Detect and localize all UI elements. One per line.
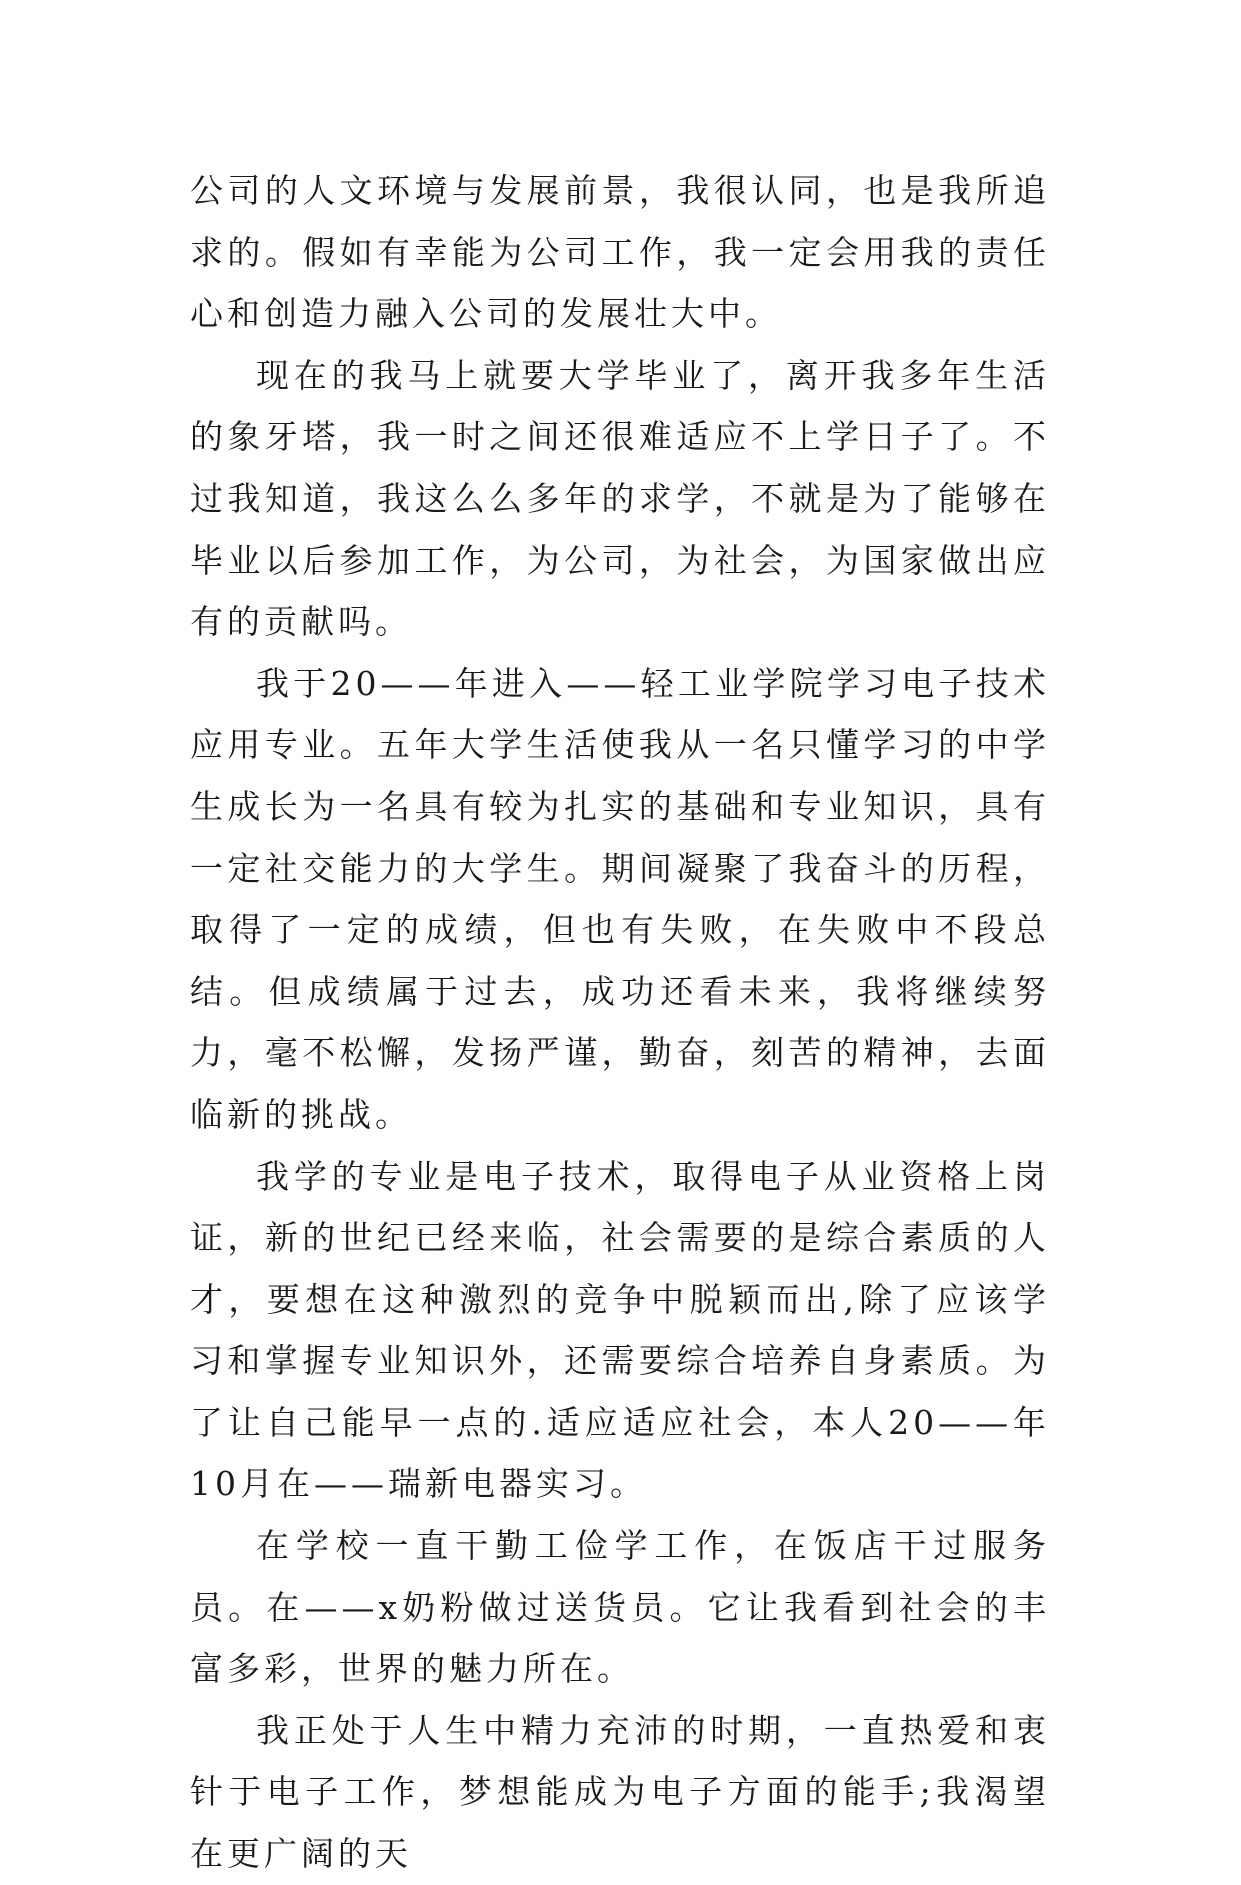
paragraph-graduation: 现在的我马上就要大学毕业了，离开我多年生活的象牙塔，我一时之间还很难适应不上学日子了。不过我知道，我这么么多年的求学，不就是为了能够在毕业以后参加工作，为公司，为社会，为国家做出应有的贡献吗。 — [190, 355, 1050, 642]
paragraph-major: 我学的专业是电子技术，取得电子从业资格上岗证，新的世纪已经来临，社会需要的是综合素质的人才，要想在这种激烈的竞争中脱颖而出,除了应该学习和掌握专业知识外，还需要综合培养自身素质。为了让自己能早一点的.适应适应社会，本人20——年10月在——瑞新电器实习。 — [190, 1156, 1050, 1504]
document-page — [190, 160, 1050, 1885]
paragraph-aspiration: 我正处于人生中精力充沛的时期，一直热爱和衷针于电子工作，梦想能成为电子方面的能手;我渴望在更广阔的天 — [190, 1710, 1050, 1874]
paragraph-company-culture: 公司的人文环境与发展前景，我很认同，也是我所追求的。假如有幸能为公司工作，我一定会用我的责任心和创造力融入公司的发展壮大中。 — [190, 171, 1050, 334]
paragraph-education: 我于20——年进入——轻工业学院学习电子技术应用专业。五年大学生活使我从一名只懂学习的中学生成长为一名具有较为扎实的基础和专业知识，具有一定社交能力的大学生。期间凝聚了我奋斗的历程，取得了一定的成绩，但也有失败，在失败中不段总结。但成绩属于过去，成功还看未来，我将继续努力，毫不松懈，发扬严谨，勤奋，刻苦的精神，去面临新的挑战。 — [190, 663, 1050, 1134]
paragraph-work-experience: 在学校一直干勤工俭学工作，在饭店干过服务员。在——x奶粉做过送货员。它让我看到社会的丰富多彩，世界的魅力所在。 — [190, 1526, 1050, 1689]
